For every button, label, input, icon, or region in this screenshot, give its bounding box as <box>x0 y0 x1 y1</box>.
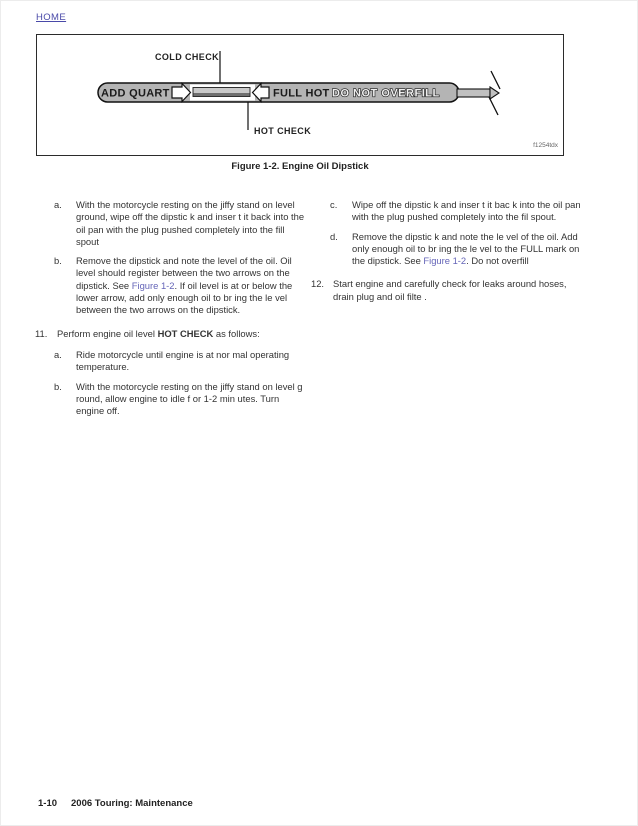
list-marker: b. <box>54 380 62 392</box>
list-marker: 12. <box>311 278 325 290</box>
full-hot-label: FULL HOT <box>273 87 330 100</box>
hot-check-emphasis: HOT CHECK <box>157 327 214 339</box>
dipstick-rod <box>457 89 490 97</box>
text-segment: as follows: <box>213 327 260 339</box>
list-item <box>311 199 587 224</box>
list-text <box>76 199 307 248</box>
add-quart-label: ADD QUART <box>101 87 170 100</box>
list-marker: 11. <box>35 327 48 339</box>
list-text <box>352 231 587 268</box>
text-segment: Perform engine oil level <box>57 327 158 339</box>
text-segment: With the motorcycle resting on the jiffy stand on level ground, wipe off the dipstic k and inser t it back into the oil pan with the plug pushed completely into the fill spout <box>76 199 305 247</box>
text-segment: Start engine and carefully check for leaks around hoses, drain plug and oil filte . <box>333 278 567 302</box>
list-marker: a. <box>54 348 62 360</box>
figure-caption: Figure 1-2. Engine Oil Dipstick <box>231 161 369 172</box>
list-text <box>76 255 307 316</box>
figure-box <box>36 34 564 156</box>
text-segment: Ride motorcycle until engine is at nor mal operating temperature. <box>76 348 290 373</box>
dipstick-slot-shadow <box>194 93 250 96</box>
rod-break-mark-bottom <box>489 97 498 115</box>
text-segment: With the motorcycle resting on the jiffy stand on level g round, allow engine to idle f or 1-2 min utes. Turn engine off. <box>76 380 303 417</box>
hot-check-label: HOT CHECK <box>254 126 312 136</box>
figure-code: f1254tdx <box>533 142 558 149</box>
list-marker: c. <box>330 199 338 210</box>
list-text <box>76 349 307 374</box>
rod-break-tip <box>490 87 499 99</box>
list-text <box>57 328 307 340</box>
footer-title: 2006 Touring: Maintenance <box>71 798 193 809</box>
list-item <box>35 349 307 374</box>
text-segment: . If oil level is at or below the lower arrow, add only enough oil to br ing the le vel between the two arrows on the dipstick. <box>76 279 293 316</box>
list-item <box>311 278 587 303</box>
body-columns <box>35 199 587 424</box>
page-number: 1-10 <box>38 798 58 809</box>
do-not-overfill-label: DO NOT OVERFILL <box>332 87 440 100</box>
list-item <box>35 255 307 316</box>
list-item <box>35 199 307 248</box>
left-column <box>35 199 307 424</box>
list-item <box>35 381 307 418</box>
list-text <box>76 381 307 418</box>
list-item <box>311 231 587 268</box>
right-column <box>311 199 587 424</box>
dipstick-figure <box>37 35 565 157</box>
cold-check-label: COLD CHECK <box>155 52 219 62</box>
figure-1-2-link[interactable]: Figure 1-2 <box>131 279 175 291</box>
text-segment: . Do not overfill <box>466 255 529 267</box>
list-marker: d. <box>330 230 338 242</box>
text-segment: Remove the dipstick and note the level of the oil. Oil level should register between the two arrows on the dipstick. See <box>76 255 292 291</box>
text-segment: Wipe off the dipstic k and inser t it bac k into the oil pan with the plug pushed completely into the fil spout. <box>352 199 581 223</box>
home-link[interactable]: HOME <box>36 12 67 23</box>
text-segment: Remove the dipstic k and note the le vel of the oil. Add only enough oil to br ing the le vel to the FULL mark on the dipstick. See <box>352 230 580 267</box>
list-text <box>333 278 587 303</box>
list-text <box>352 199 587 224</box>
figure-1-2-link[interactable]: Figure 1-2 <box>423 255 467 267</box>
page-footer <box>38 798 193 809</box>
list-item <box>35 328 307 340</box>
rod-break-mark-top <box>491 71 500 89</box>
list-marker: a. <box>54 199 62 210</box>
list-marker: b. <box>54 255 62 267</box>
